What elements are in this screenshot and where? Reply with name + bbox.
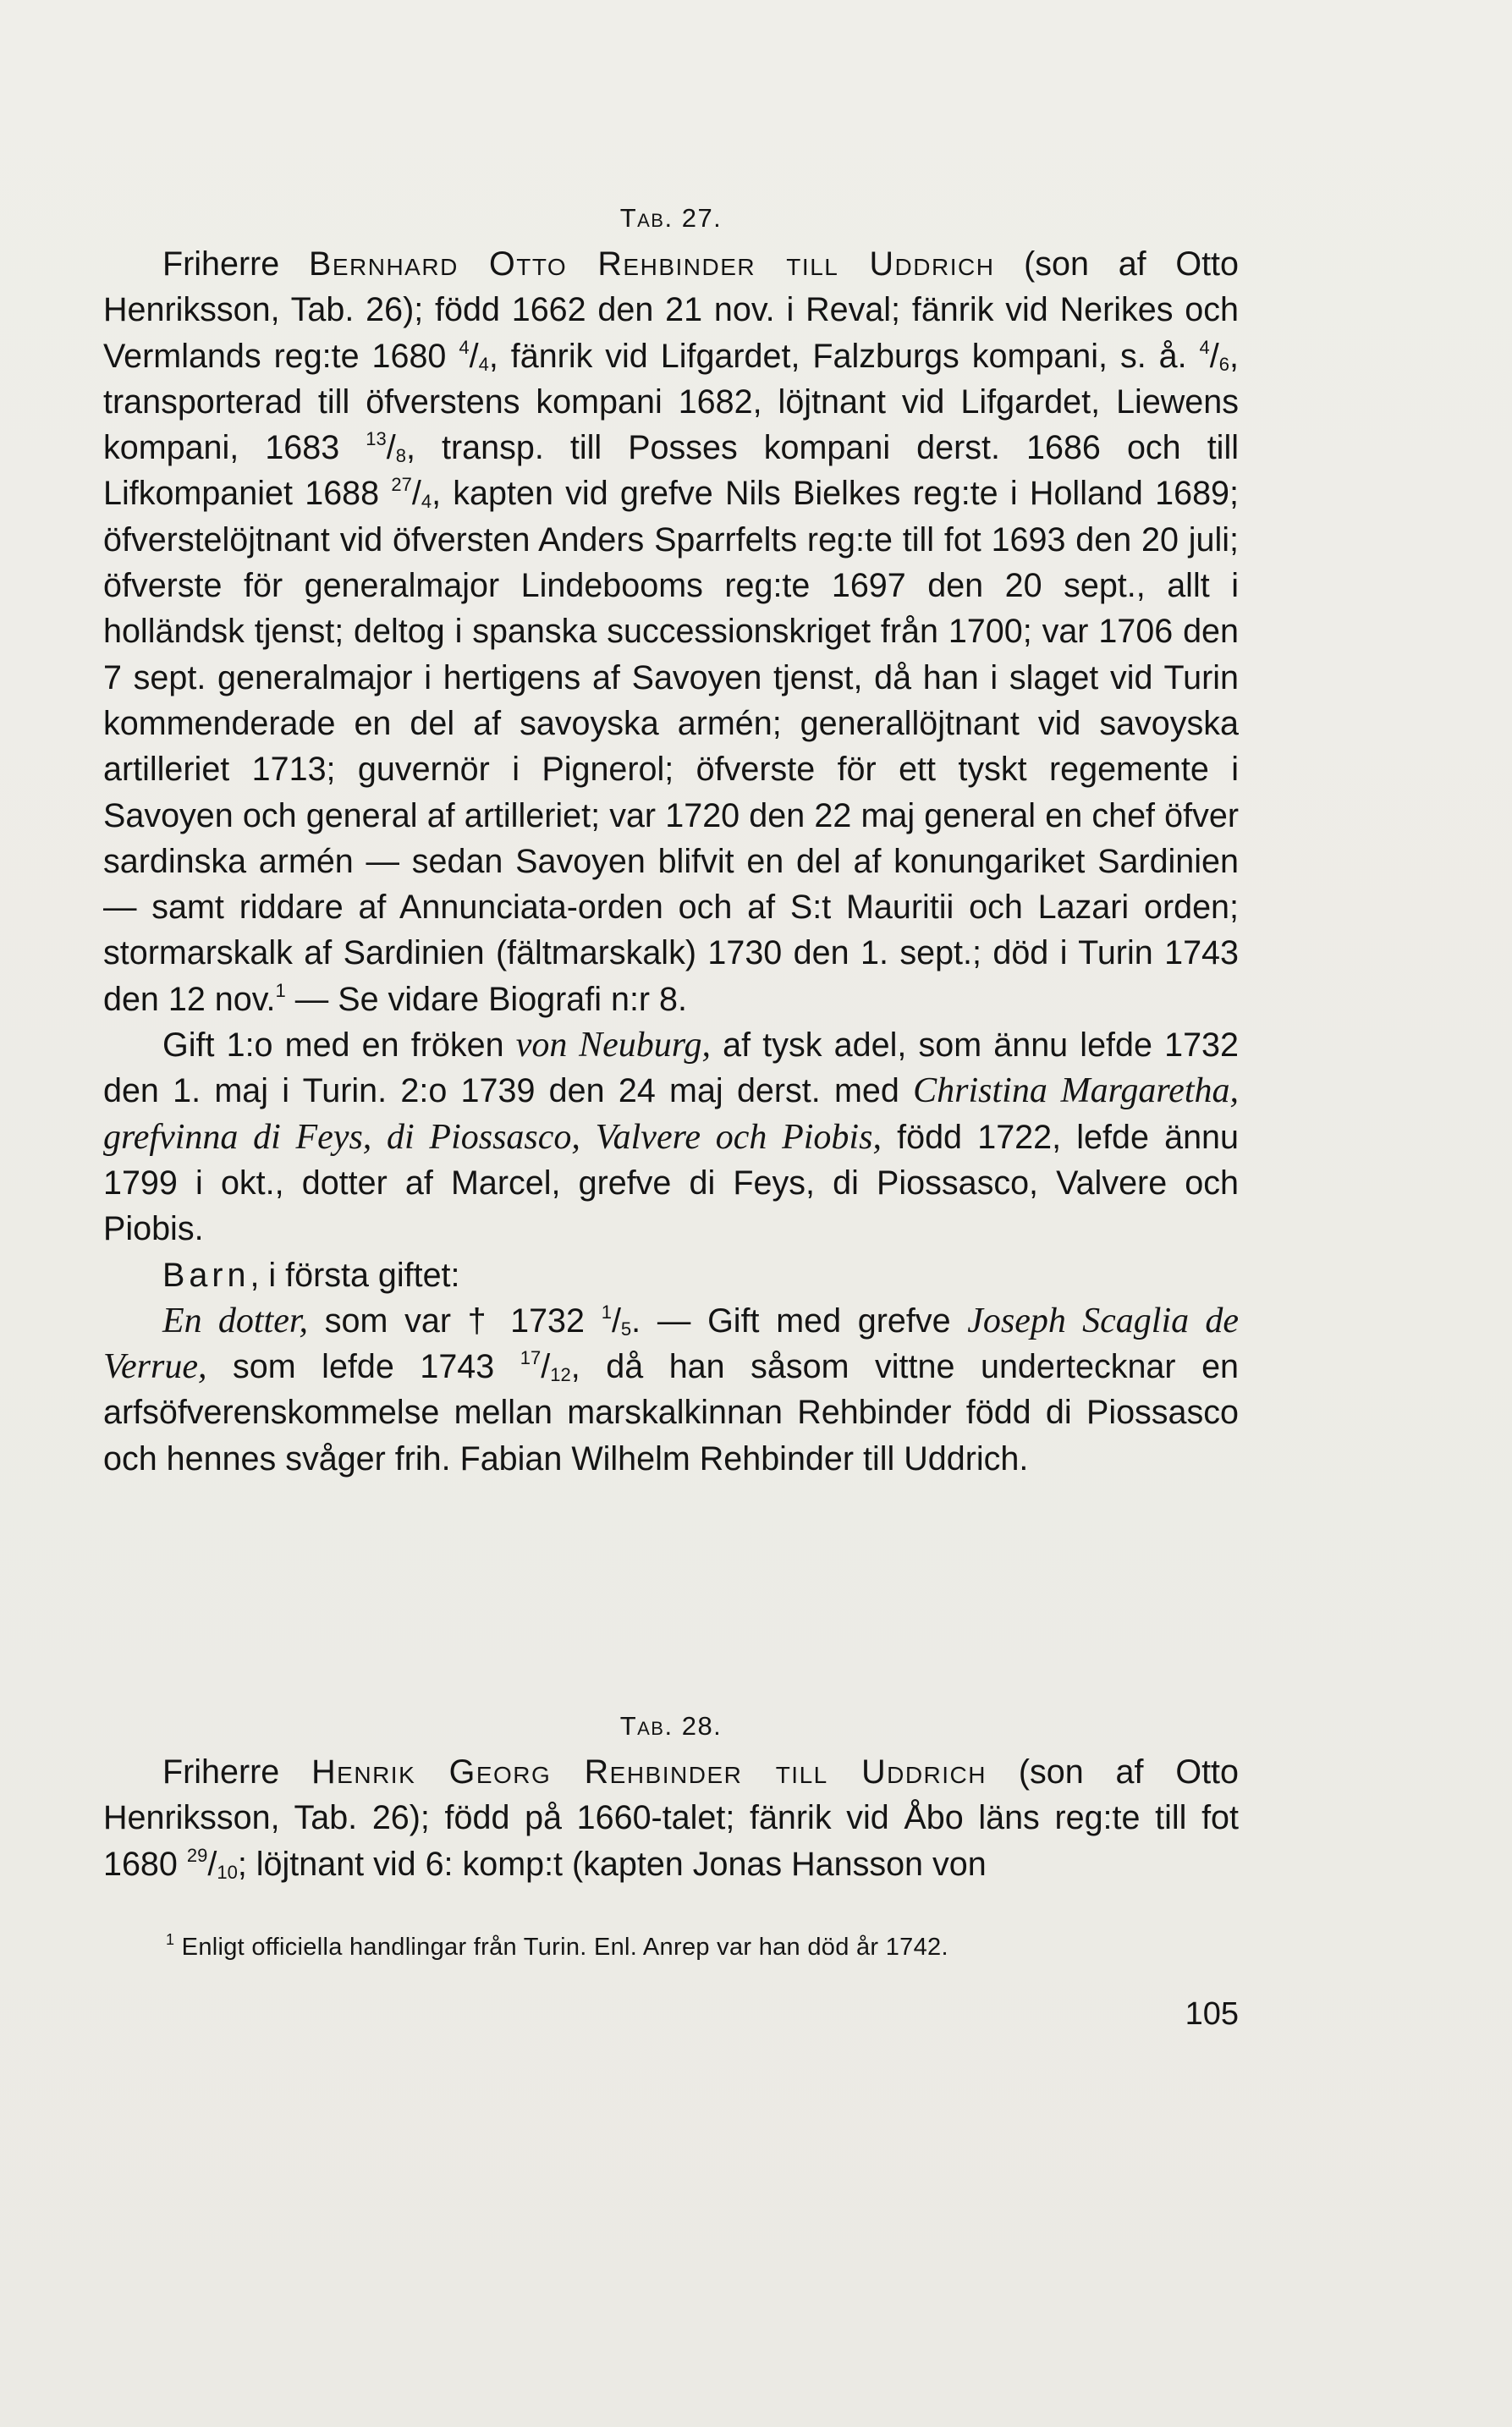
tab-28-section	[103, 1701, 1239, 1887]
person-name: Henrik Georg Rehbinder till Uddrich	[311, 1753, 987, 1791]
tab-27-section	[103, 193, 1239, 1482]
tab-27-biography-paragraph: Friherre Bernhard Otto Rehbinder till Uddrich (son af Otto Henriksson, Tab. 26); född 1662 den 21 nov. i Reval; fänrik vid Nerikes och Vermlands reg:te 1680 $^4/_4$, fänrik vid Lifgardet, Falzburgs kompani, s. å. $^4/_6$, transporterad till öfverstens kompani 1682, löjtnant vid Lifgardet, Liewens kompani, 1683 $^{13}/_8$, transp. till Posses kompani derst. 1686 och till Lifkompaniet 1688 $^{27}/_4$, kapten vid grefve Nils Bielkes reg:te i Holland 1689; öfverstelöjtnant vid öfversten Anders Sparrfelts reg:te till fot 1693 den 20 juli; öfverste för generalmajor Lindebooms reg:te 1697 den 20 sept., allt i holländsk tjenst; deltog i spanska successionskriget från 1700; var 1706 den 7 sept. generalmajor i hertigens af Savoyen tjenst, då han i slaget vid Turin kommenderade en del af savoyska armén; generallöjtnant vid savoyska artilleriet 1713; guvernör i Pignerol; öfverste för ett tyskt regemente i Savoyen och general af artilleriet; var 1720 den 22 maj general en chef öfver sardinska armén — sedan Savoyen blifvit en del af konungariket Sardinien — samt riddare af Annunciata-orden och af S:t Mauritii och Lazari orden; stormarskalk af Sardinien (fältmarskalk) 1730 den 1. sept.; död i Turin 1743 den 12 nov.$^1$ — Se vidare Biografi n:r 8.	[103, 245, 1239, 1018]
tab-27-children-label: Barn, i första giftet:	[162, 1256, 460, 1294]
footnote-text: Enligt officiella handlingar från Turin. Enl. Anrep var han död år 1742.	[181, 1934, 948, 1961]
person-name: Bernhard Otto Rehbinder till Uddrich	[308, 245, 995, 283]
footnote-reference: 1	[275, 979, 286, 1001]
page-number: 105	[1185, 1996, 1239, 2032]
tab-27-marriage-paragraph: Gift 1:o med en fröken von Neuburg, af tysk adel, som ännu lefde 1732 den 1. maj i Turin. 2:o 1739 den 24 maj derst. med Christina Margaretha, grefvinna di Feys, di Piossasco, Valvere och Piobis, född 1722, lefde ännu 1799 i okt., dotter af Marcel, grefve di Feys, di Piossasco, Valvere och Piobis.	[103, 1026, 1239, 1248]
footnote-marker: 1	[166, 1931, 175, 1948]
tab-27-daughter-paragraph: En dotter, som var † 1732 $^1/_5$. — Gift med grefve Joseph Scaglia de Verrue, som lefde 1743 $^{17}/_{12}$, då han såsom vittne undertecknar en arfsöfverenskommelse mellan marskalkinnan Rehbinder född di Piossasco och hennes svåger frih. Fabian Wilhelm Rehbinder till Uddrich.	[103, 1301, 1240, 1478]
tab-28-biography-paragraph: Friherre Henrik Georg Rehbinder till Uddrich (son af Otto Henriksson, Tab. 26); född på 1660-talet; fänrik vid Åbo läns reg:te till fot 1680 $^{29}/_{10}$; löjtnant vid 6: komp:t (kapten Jonas Hansson von	[103, 1753, 1239, 1883]
footnote	[166, 1930, 1240, 1964]
tab-27-heading: Tab. 27.	[619, 203, 723, 233]
tab-28-heading: Tab. 28.	[619, 1711, 723, 1741]
